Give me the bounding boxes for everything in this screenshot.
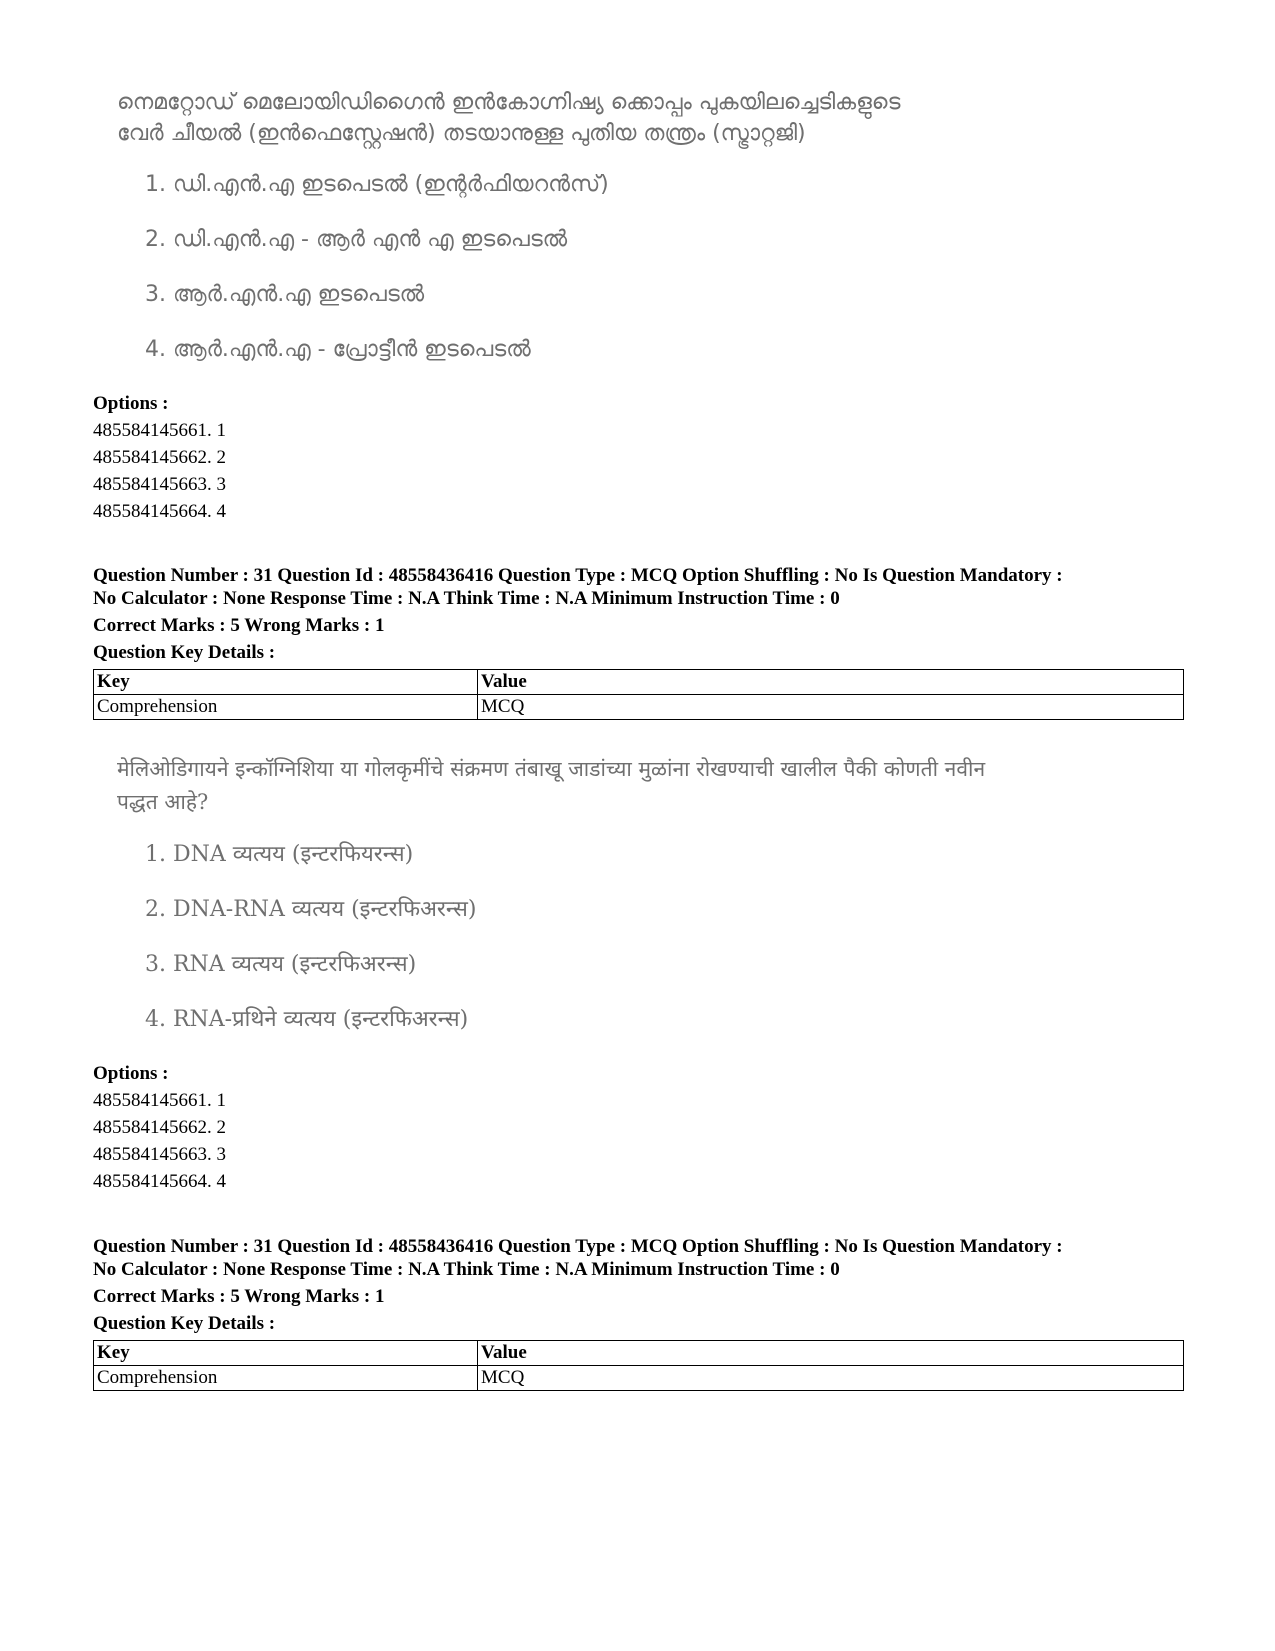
options-label: Options : [93,393,169,414]
question-option-text: 2. DNA-RNA व्यत्यय (इन्टरफिअरन्स) [145,897,477,922]
option-item: 485584145663. 3 [93,474,226,495]
option-item: 485584145661. 1 [93,1090,226,1111]
option-item: 485584145663. 3 [93,1144,226,1165]
table-header-row [94,670,1184,695]
table-cell: Comprehension [94,1366,478,1391]
key-details-table [93,1340,1184,1391]
option-item: 485584145664. 4 [93,1171,226,1192]
key-details-label: Question Key Details : [93,642,276,663]
question-title-line: നെമറ്റോഡ് മെലോയിഡിഗൈൻ ഇൻകോഗ്നിഷ്യ ക്കൊപ്പം പുകയിലച്ചെടികളുടെ [117,90,901,115]
option-item: 485584145662. 2 [93,1117,226,1138]
table-row [94,1366,1184,1391]
marks-line: Correct Marks : 5 Wrong Marks : 1 [93,1286,385,1307]
question-meta-line: Question Number : 31 Question Id : 48558436416 Question Type : MCQ Option Shuffling : No Is Question Mandatory : [93,565,1063,586]
option-item: 485584145664. 4 [93,501,226,522]
question-title-line: വേർ ചീയൽ (ഇൻഫെസ്റ്റേഷൻ) തടയാനുള്ള പുതിയ തന്ത്രം (സ്ട്രാറ്റജി) [117,121,806,146]
table-cell: MCQ [478,695,1184,720]
question-option-text: 3. RNA व्यत्यय (इन्टरफिअरन्स) [145,952,417,977]
option-item: 485584145662. 2 [93,447,226,468]
option-item: 485584145661. 1 [93,420,226,441]
table-cell: Comprehension [94,695,478,720]
table-cell: MCQ [478,1366,1184,1391]
question-option-text: 3. ആർ.എൻ.എ ഇടപെടൽ [145,282,425,307]
options-label: Options : [93,1063,169,1084]
table-header-cell: Key [94,1341,478,1366]
question-option-text: 2. ഡി.എൻ.എ - ആർ എൻ എ ഇടപെടൽ [145,227,568,252]
question-meta-line: No Calculator : None Response Time : N.A Think Time : N.A Minimum Instruction Time : 0 [93,588,840,609]
question-option-text: 4. RNA-प्रथिने व्यत्यय (इन्टरफिअरन्स) [145,1007,469,1032]
table-header-row [94,1341,1184,1366]
question-meta-line: No Calculator : None Response Time : N.A Think Time : N.A Minimum Instruction Time : 0 [93,1259,840,1280]
question-meta-line: Question Number : 31 Question Id : 48558436416 Question Type : MCQ Option Shuffling : No Is Question Mandatory : [93,1236,1063,1257]
question-option-text: 1. DNA व्यत्यय (इन्टरफियरन्स) [145,842,414,867]
key-details-label: Question Key Details : [93,1313,276,1334]
table-header-cell: Value [478,1341,1184,1366]
question-option-text: 4. ആർ.എൻ.എ - പ്രോട്ടീൻ ഇടപെടൽ [145,337,531,362]
table-row [94,695,1184,720]
key-details-table [93,669,1184,720]
marks-line: Correct Marks : 5 Wrong Marks : 1 [93,615,385,636]
question-option-text: 1. ഡി.എൻ.എ ഇടപെടൽ (ഇന്റർഫിയറൻസ്) [145,172,609,197]
table-header-cell: Value [478,670,1184,695]
question-title-line: मेलिओडिगायने इन्कॉग्निशिया या गोलकृमींचे संक्रमण तंबाखू जाडांच्या मुळांना रोखण्याची खालील पैकी कोणती नवीन [117,757,986,781]
table-header-cell: Key [94,670,478,695]
question-title-line: पद्धत आहे? [117,790,209,814]
